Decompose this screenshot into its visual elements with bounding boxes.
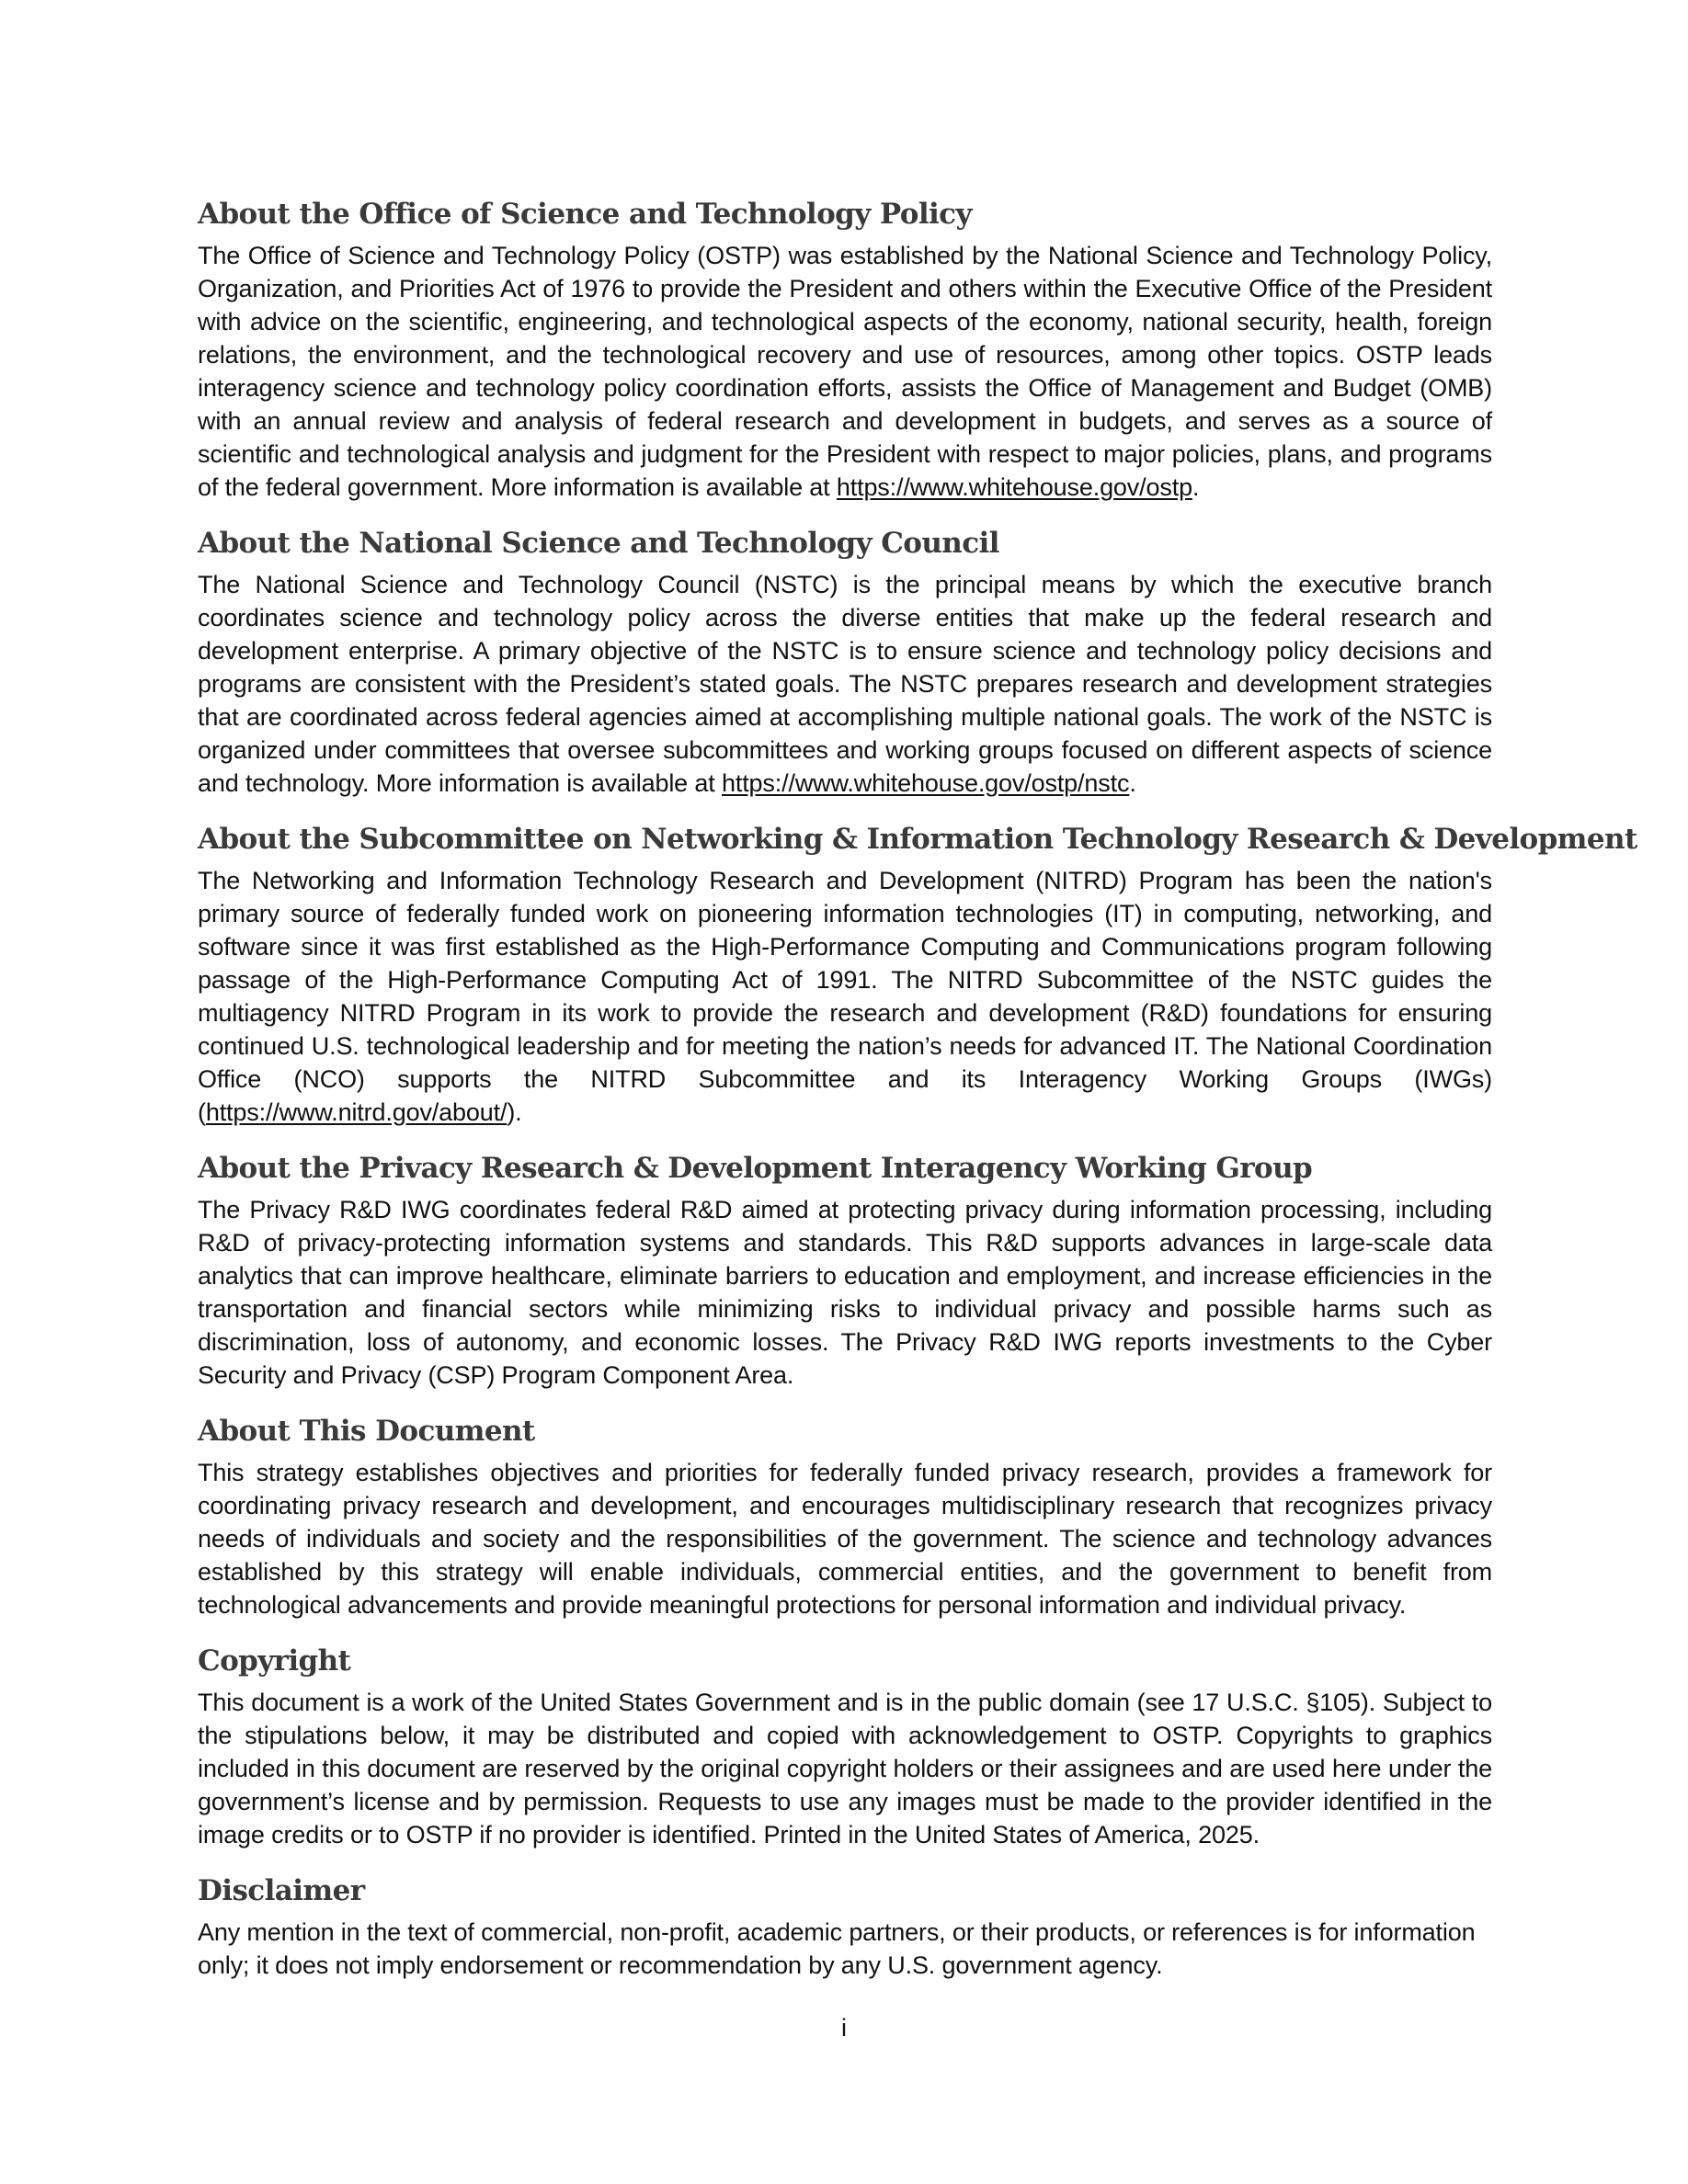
section-heading-about-document: About This Document bbox=[198, 1415, 535, 1448]
section-ostp bbox=[198, 193, 1492, 504]
section-heading-nitrd: About the Subcommittee on Networking & Information Technology Research & Development bbox=[198, 823, 1637, 856]
section-heading-disclaimer: Disclaimer bbox=[198, 1874, 365, 1907]
section-copyright bbox=[198, 1640, 1492, 1851]
section-text-nstc-end: . bbox=[1129, 769, 1136, 797]
section-text-nitrd: The Networking and Information Technology Research and Development (NITRD) Program has been the nation's primary source of federally funded work on pioneering information technologies (IT) in computing, networking, and software since it was first established as the High-Performance Computing and Communications program following passage of the High-Performance Computing Act of 1991. The NITRD Subcommittee of the NSTC guides the multiagency NITRD Program in its work to provide the research and development (R&D) foundations for ensuring continued U.S. technological leadership and for meeting the nation’s needs for advanced IT. The National Coordination Office (NCO) supports the NITRD Subcommittee and its Interagency Working Groups (IWGs) ( bbox=[198, 867, 1492, 1126]
section-body-ostp bbox=[198, 239, 1492, 504]
ostp-link[interactable]: https://www.whitehouse.gov/ostp bbox=[836, 473, 1192, 501]
section-text-ostp-end: . bbox=[1192, 473, 1200, 501]
section-body-disclaimer: Any mention in the text of commercial, non-profit, academic partners, or their products, or references is for information only; it does not imply endorsement or recommendation by any U.S. government agency. bbox=[198, 1918, 1476, 1979]
section-disclaimer bbox=[198, 1870, 1492, 1982]
nitrd-link[interactable]: https://www.nitrd.gov/about/ bbox=[205, 1098, 508, 1126]
section-about-document bbox=[198, 1410, 1492, 1621]
section-text-nstc: The National Science and Technology Council (NSTC) is the principal means by which the executive branch coordinates science and technology policy across the diverse entities that make up the federal research and development enterprise. A primary objective of the NSTC is to ensure science and technology policy decisions and programs are consistent with the President’s stated goals. The NSTC prepares research and development strategies that are coordinated across federal agencies aimed at accomplishing multiple national goals. The work of the NSTC is organized under committees that oversee subcommittees and working groups focused on different aspects of science and technology. More information is available at bbox=[198, 571, 1492, 797]
section-heading-ostp: About the Office of Science and Technology Policy bbox=[198, 198, 972, 231]
section-privacy-iwg bbox=[198, 1147, 1492, 1392]
section-body-nstc bbox=[198, 568, 1492, 800]
section-nitrd bbox=[198, 818, 1637, 1129]
section-nstc bbox=[198, 522, 1492, 800]
page-number: i bbox=[841, 2014, 847, 2042]
nstc-link[interactable]: https://www.whitehouse.gov/ostp/nstc bbox=[721, 769, 1130, 797]
section-heading-copyright: Copyright bbox=[198, 1644, 351, 1678]
section-heading-nstc: About the National Science and Technology Council bbox=[198, 527, 999, 560]
section-heading-privacy-iwg: About the Privacy Research & Development Interagency Working Group bbox=[198, 1152, 1313, 1185]
section-text-ostp: The Office of Science and Technology Policy (OSTP) was established by the National Science and Technology Policy, Organization, and Priorities Act of 1976 to provide the President and others within the Executive Office of the President with advice on the scientific, engineering, and technological aspects of the economy, national security, health, foreign relations, the environment, and the technological recovery and use of resources, among other topics. OSTP leads interagency science and technology policy coordination efforts, assists the Office of Management and Budget (OMB) with an annual review and analysis of federal research and development in budgets, and serves as a source of scientific and technological analysis and judgment for the President with respect to major policies, plans, and programs of the federal government. More information is available at bbox=[198, 242, 1492, 501]
section-body-nitrd bbox=[198, 864, 1492, 1129]
section-body-copyright: This document is a work of the United States Government and is in the public domain (see 17 U.S.C. §105). Subject to the stipulations below, it may be distributed and copied with acknowledgement to OSTP. Copyrights to graphics included in this document are reserved by the original copyright holders or their assignees and are used here under the government’s license and by permission. Requests to use any images must be made to the provider identified in the image credits or to OSTP if no provider is identified. Printed in the United States of America, 2025. bbox=[198, 1689, 1492, 1848]
document-page bbox=[198, 193, 1637, 1982]
section-body-privacy-iwg: The Privacy R&D IWG coordinates federal R&D aimed at protecting privacy during information processing, including R&D of privacy-protecting information systems and standards. This R&D supports advances in large-scale data analytics that can improve healthcare, eliminate barriers to education and employment, and increase efficiencies in the transportation and financial sectors while minimizing risks to individual privacy and possible harms such as discrimination, loss of autonomy, and economic losses. The Privacy R&D IWG reports investments to the Cyber Security and Privacy (CSP) Program Component Area. bbox=[198, 1196, 1492, 1389]
section-body-about-document: This strategy establishes objectives and priorities for federally funded privacy research, provides a framework for coordinating privacy research and development, and encourages multidisciplinary research that recognizes privacy needs of individuals and society and the responsibilities of the government. The science and technology advances established by this strategy will enable individuals, commercial entities, and the government to benefit from technological advancements and provide meaningful protections for personal information and individual privacy. bbox=[198, 1459, 1492, 1619]
section-text-nitrd-end: ). bbox=[507, 1098, 522, 1126]
